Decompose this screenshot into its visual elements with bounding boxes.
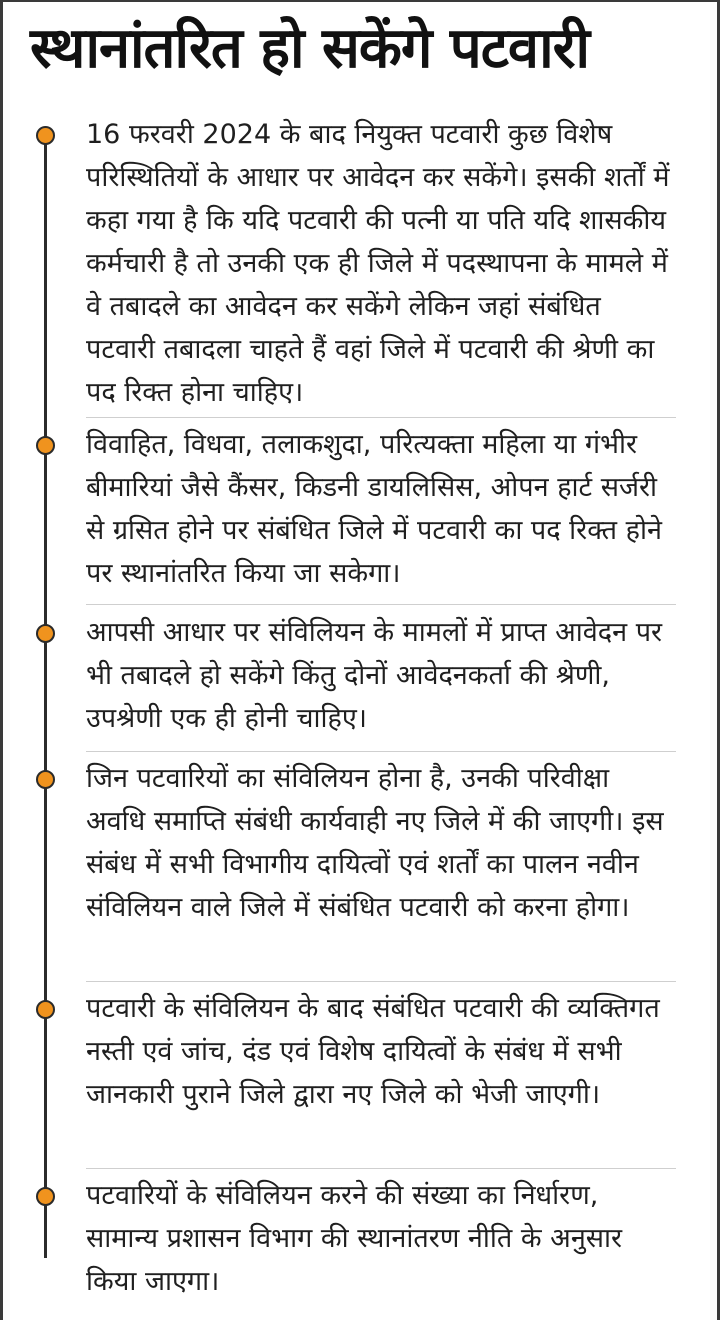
list-item-text: 16 फरवरी 2024 के बाद नियुक्त पटवारी कुछ विशेष परिस्थितियों के आधार पर आवेदन कर सकेंगे। इसकी शर्तों में कहा गया है कि यदि पटवारी की पत्नी या पति यदि शासकीय कर्मचारी है तो उनकी एक ही जिले में पदस्थापना के मामले में वे तबादले का आवेदन कर सकेंगे लेकिन जहां संबंधित पटवारी तबादला चाहते हैं वहां जिले में पटवारी की श्रेणी का पद रिक्त होना चाहिए। [86, 119, 670, 408]
bullet-dot-icon [36, 126, 55, 145]
bullet-dot-icon [36, 770, 55, 789]
item-divider [86, 981, 676, 982]
list-item-text: विवाहित, विधवा, तलाकशुदा, परित्यक्ता महिला या गंभीर बीमारियां जैसे कैंसर, किडनी डायलिसिस, ओपन हार्ट सर्जरी से ग्रसित होने पर संबंधित जिले में पटवारी का पद रिक्त होने पर स्थानांतरित किया जा सकेगा। [86, 429, 662, 589]
page-title: स्थानांतरित हो सकेंगे पटवारी [30, 16, 589, 81]
list-item-text: जिन पटवारियों का संविलियन होना है, उनकी परिवीक्षा अवधि समाप्ति संबंधी कार्यवाही नए जिले में की जाएगी। इस संबंध में सभी विभागीय दायित्वों एवं शर्तों का पालन नवीन संविलियन वाले जिले में संबंधित पटवारी को करना होगा। [86, 763, 664, 923]
list-item [86, 423, 676, 595]
list-item [86, 113, 676, 414]
item-divider [86, 604, 676, 605]
list-item [86, 1174, 676, 1303]
item-divider [86, 417, 676, 418]
list-item [86, 757, 676, 929]
list-item-text: आपसी आधार पर संविलियन के मामलों में प्राप्त आवेदन पर भी तबादले हो सकेंगे किंतु दोनों आवेदनकर्ता की श्रेणी, उपश्रेणी एक ही होनी चाहिए। [86, 617, 663, 734]
bullet-dot-icon [36, 436, 55, 455]
list-item [86, 987, 676, 1116]
list-item [86, 611, 676, 740]
list-item-text: पटवारी के संविलियन के बाद संबंधित पटवारी की व्यक्तिगत नस्ती एवं जांच, दंड एवं विशेष दायित्वों के संबंध में सभी जानकारी पुराने जिले द्वारा नए जिले को भेजी जाएगी। [86, 993, 660, 1110]
list-item-text: पटवारियों के संविलियन करने की संख्या का निर्धारण, सामान्य प्रशासन विभाग की स्थानांतरण नीति के अनुसार किया जाएगा। [86, 1180, 623, 1297]
item-divider [86, 1168, 676, 1169]
bullet-dot-icon [36, 1187, 55, 1206]
bullet-dot-icon [36, 1000, 55, 1019]
item-divider [86, 751, 676, 752]
timeline-line [44, 132, 47, 1258]
bullet-dot-icon [36, 624, 55, 643]
